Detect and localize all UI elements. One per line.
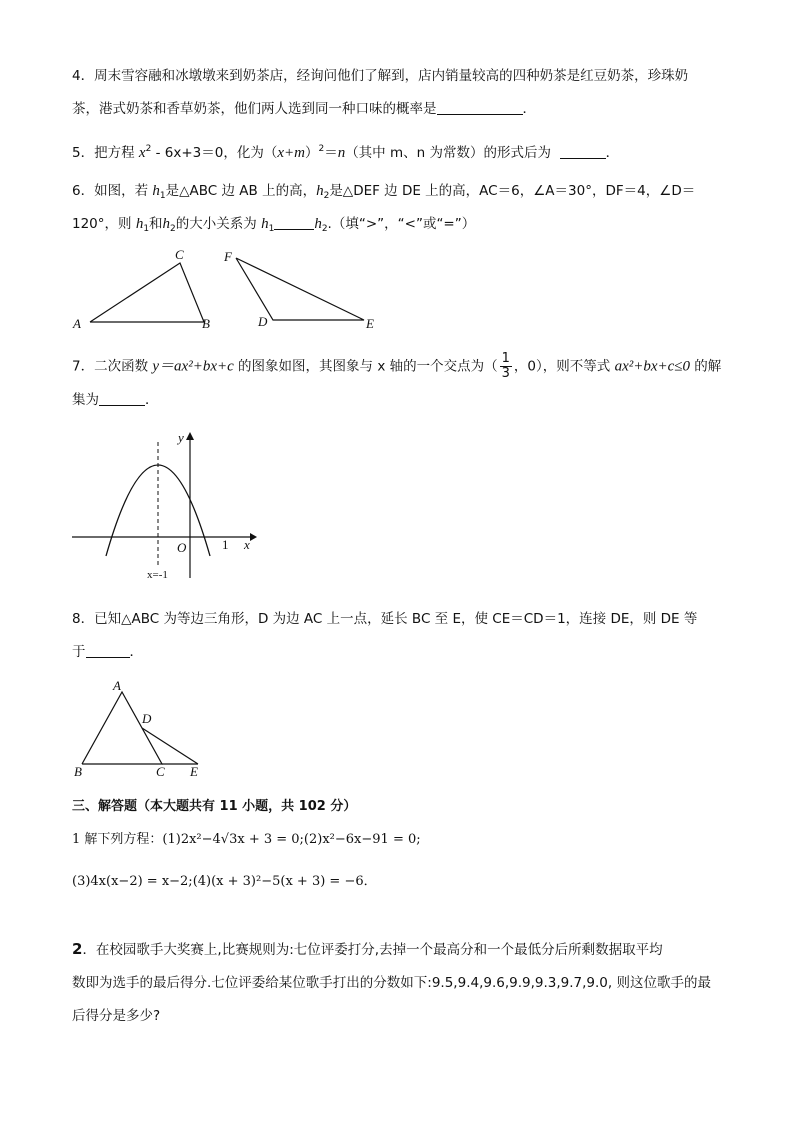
- q8-triangle-figure: [70, 676, 220, 781]
- label-y: y: [178, 430, 184, 445]
- label-c: C: [175, 247, 184, 262]
- label-c: C: [156, 764, 165, 779]
- triangle-abc: [82, 692, 162, 764]
- label-symmetry: x=-1: [147, 569, 168, 581]
- label-e: E: [190, 764, 198, 779]
- q8-line1: 8．已知△ABC 为等边三角形，D 为边 AC 上一点，延长 BC 至 E，使 CE＝CD＝1，连接 DE，则 DE 等: [72, 611, 698, 627]
- q6-line2: 120°，则 $h_1$和$h_2$的大小关系为 $h_1$ $h_2$.（填“>”，“<”或“=”）: [72, 216, 476, 234]
- q1-line2: (3)4x(x−2) = x−2;(4)(x + 3)²−5(x + 3) = −6．: [72, 874, 377, 889]
- q7-line1: 7．二次函数 y＝ax²+bx+c 的图象如图，其图象与 x 轴的一个交点为（ $\frac{1}{3}$ ，0），则不等式 ax²+bx+c≤0 的解: [72, 351, 722, 381]
- answer-blank: [86, 643, 130, 658]
- label-origin: O: [177, 540, 187, 555]
- answer-blank: [99, 391, 145, 406]
- q5-line: 5．把方程 $x^2 - 6x+3=0$，化为$(x+m)^2=n$（其中 m、n 为常数）的形式后为 ．: [72, 144, 620, 161]
- q1-line1: 1 解下列方程：(1)2x²−4√3x + 3 = 0;(2)x²−6x−91 = 0;: [72, 832, 421, 847]
- triangle-def: [236, 258, 364, 320]
- triangle-abc: [90, 263, 204, 322]
- label-b: B: [74, 764, 82, 779]
- label-d: D: [258, 314, 268, 329]
- q4-line1: 4．周末雪容融和冰墩墩来到奶茶店，经询问他们了解到，店内销量较高的四种奶茶是红豆奶茶，珍珠奶: [72, 68, 689, 84]
- q7-parabola-figure: [70, 428, 260, 583]
- section-3-title: 三、解答题（本大题共有 11 小题，共 102 分）: [72, 799, 357, 814]
- q2-line3: 后得分是多少?: [72, 1008, 161, 1024]
- y-axis-arrow: [186, 432, 194, 440]
- q7-line2: 集为 ．: [72, 392, 159, 408]
- label-a: A: [113, 678, 121, 693]
- q4-line2: 茶，港式奶茶和香草奶茶，他们两人选到同一种口味的概率是 ．: [72, 101, 536, 117]
- fraction-one-third: $\frac{1}{3}$: [501, 351, 510, 381]
- q2-line1: 2．在校园歌手大奖赛上,比赛规则为:七位评委打分,去掉一个最高分和一个最低分后所剩数据取平均: [72, 940, 663, 958]
- answer-blank: [560, 144, 606, 159]
- label-one: 1: [222, 537, 229, 552]
- label-a: A: [73, 316, 81, 331]
- label-d: D: [142, 711, 152, 726]
- q8-line2: 于 ．: [72, 644, 143, 660]
- label-x: x: [244, 537, 250, 552]
- x-axis-arrow: [250, 533, 257, 541]
- answer-blank: [437, 100, 523, 115]
- label-b: B: [202, 316, 210, 331]
- label-f: F: [224, 249, 232, 264]
- q6-line1: 6．如图，若 $h_1$是△ABC 边 AB 上的高，$h_2$是△DEF 边 DE 上的高，AC＝6，∠A＝30°，DF＝4，∠D＝: [72, 183, 696, 201]
- answer-blank: [274, 215, 314, 230]
- q6-triangles-figure: [70, 246, 380, 336]
- segment-de: [142, 728, 198, 764]
- label-e: E: [366, 316, 374, 331]
- q2-line2: 数即为选手的最后得分.七位评委给某位歌手打出的分数如下:9.5,9.4,9.6,9.9,9.3,9.7,9.0, 则这位歌手的最: [72, 975, 711, 991]
